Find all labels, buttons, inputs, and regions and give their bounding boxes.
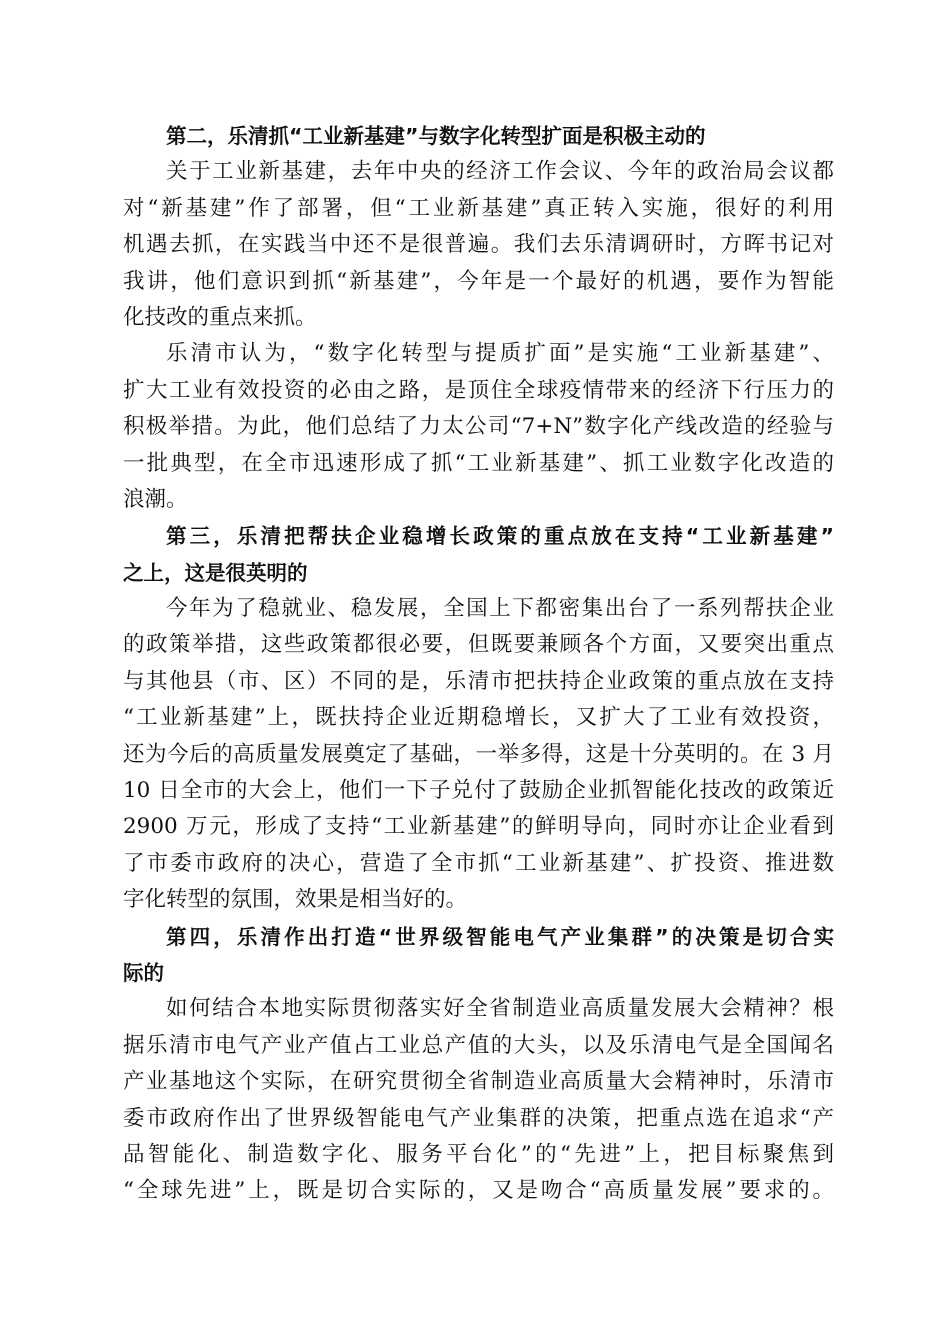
text-line: 机遇去抓，在实践当中还不是很普遍。我们去乐清调研时，方晖书记对 — [123, 232, 834, 258]
paragraph — [123, 591, 834, 919]
text-line: 扩大工业有效投资的必由之路，是顶住全球疫情带来的经济下行压力的 — [123, 377, 834, 403]
section-4 — [123, 919, 834, 1210]
text-line: 我讲，他们意识到抓“新基建”，今年是一个最好的机遇，要作为智能 — [123, 268, 834, 294]
text-line: 一批典型，在全市迅速形成了抓“工业新基建”、抓工业数字化改造的 — [123, 450, 834, 476]
text-line: 乐清市认为，“数字化转型与提质扩面”是实施“工业新基建”、 — [166, 341, 834, 367]
text-line: 与其他县（市、区）不同的是，乐清市把扶持企业政策的重点放在支持 — [123, 668, 834, 694]
section-heading: 之上，这是很英明的 — [123, 560, 308, 585]
section-heading: 际的 — [123, 960, 164, 985]
text-line: 今年为了稳就业、稳发展，全国上下都密集出台了一系列帮扶企业 — [166, 596, 834, 622]
text-line: 委市政府作出了世界级智能电气产业集群的决策，把重点选在追求“产 — [123, 1105, 834, 1131]
text-line: “工业新基建”上，既扶持企业近期稳增长，又扩大了工业有效投资， — [123, 705, 834, 731]
text-line: 还为今后的高质量发展奠定了基础，一举多得，这是十分英明的。在 3 月 — [123, 741, 834, 767]
paragraph — [123, 154, 834, 336]
section-heading: 第三，乐清把帮扶企业稳增长政策的重点放在支持“工业新基建” — [166, 524, 834, 549]
text-line: “全球先进”上，既是切合实际的，又是吻合“高质量发展”要求的。 — [123, 1178, 834, 1204]
text-line: 积极举措。为此，他们总结了力太公司“7+N”数字化产线改造的经验与 — [123, 414, 834, 440]
document-page — [123, 118, 834, 1210]
paragraph — [123, 991, 834, 1209]
text-line: 2900 万元，形成了支持“工业新基建”的鲜明导向，同时亦让企业看到 — [123, 814, 834, 840]
text-line: 的政策举措，这些政策都很必要，但既要兼顾各个方面，又要突出重点 — [123, 632, 834, 658]
paragraph — [123, 336, 834, 518]
text-line: 化技改的重点来抓。 — [123, 304, 317, 330]
text-line: 了市委市政府的决心，营造了全市抓“工业新基建”、扩投资、推进数 — [123, 850, 834, 876]
section-heading: 第二，乐清抓“工业新基建”与数字化转型扩面是积极主动的 — [166, 124, 706, 148]
text-line: 据乐清市电气产业产值占工业总产值的大头，以及乐清电气是全国闻名 — [123, 1032, 834, 1058]
section-3 — [123, 518, 834, 918]
text-line: 对“新基建”作了部署，但“工业新基建”真正转入实施，很好的利用 — [123, 195, 834, 221]
text-line: 浪潮。 — [123, 486, 188, 512]
text-line: 如何结合本地实际贯彻落实好全省制造业高质量发展大会精神？根 — [166, 996, 834, 1022]
text-line: 品智能化、制造数字化、服务平台化”的“先进”上，把目标聚焦到 — [123, 1141, 834, 1167]
section-heading: 第四，乐清作出打造“世界级智能电气产业集群”的决策是切合实 — [166, 924, 834, 949]
section-2 — [123, 118, 834, 518]
text-line: 字化转型的氛围，效果是相当好的。 — [123, 887, 468, 913]
text-line: 10 日全市的大会上，他们一下子兑付了鼓励企业抓智能化技改的政策近 — [123, 778, 834, 804]
text-line: 产业基地这个实际，在研究贯彻全省制造业高质量大会精神时，乐清市 — [123, 1069, 834, 1095]
text-line: 关于工业新基建，去年中央的经济工作会议、今年的政治局会议都 — [166, 159, 834, 185]
